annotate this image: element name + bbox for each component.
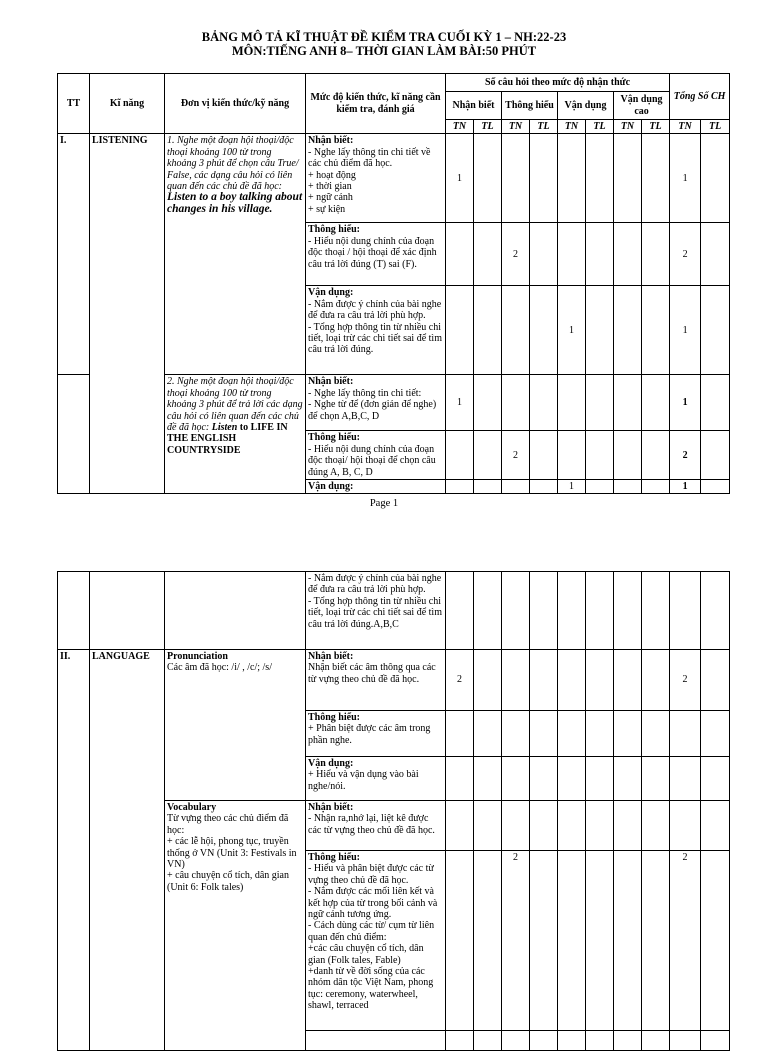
section-skill: LANGUAGE bbox=[90, 650, 165, 1051]
level-body: - Nghe lấy thông tin chi tiết: - Nghe từ để (đơn giản để nghe) để chọn A,B,C, D bbox=[308, 387, 437, 422]
header-tt: TT bbox=[58, 74, 90, 134]
level-cell bbox=[306, 650, 446, 711]
unit-bold-text: Listen to a boy talking about changes in his village. bbox=[167, 191, 303, 215]
level-cell bbox=[306, 286, 446, 375]
level-body: - Hiểu nội dung chính của đoạn độc thoại / hội thoại để xác định câu trả lời đúng (T) sai (F). bbox=[308, 235, 437, 270]
unit-title: Pronunciation bbox=[167, 651, 228, 662]
total-cell: 2 bbox=[670, 223, 701, 286]
level-title: Thông hiểu: bbox=[308, 852, 360, 863]
total-cell: 2 bbox=[670, 851, 701, 1031]
header-tn: TN bbox=[614, 120, 642, 134]
total-cell: 2 bbox=[670, 650, 701, 711]
spec-table-page2 bbox=[57, 571, 730, 1051]
header-tn: TN bbox=[446, 120, 474, 134]
count-cell: 2 bbox=[446, 650, 474, 711]
header-unit: Đơn vị kiến thức/kỹ năng bbox=[165, 74, 306, 134]
count-cell: 1 bbox=[446, 375, 474, 431]
header-nb: Nhận biết bbox=[446, 92, 502, 120]
level-title: Vận dụng: bbox=[308, 758, 354, 769]
unit-text: 1. Nghe một đoạn hội thoại/độc thoại khoảng 100 từ trong khoảng 3 phút để chọn câu True/ False, các dạng câu hỏi có liên quan đến các chủ đề đã học: bbox=[167, 135, 299, 193]
level-body: + Phân biệt được các âm trong phần nghe. bbox=[308, 723, 431, 746]
header-tn: TN bbox=[502, 120, 530, 134]
count-cell: 1 bbox=[558, 480, 586, 494]
total-cell: 1 bbox=[670, 134, 701, 223]
unit-cell bbox=[165, 650, 306, 801]
total-cell: 2 bbox=[670, 431, 701, 480]
level-body: - Hiểu và phân biệt được các từ vựng theo chủ đề đã học. - Nắm được các mối liên kết và kết hợp của từ trong bối cảnh và ngữ cảnh tương ứng. - Cách dùng các từ/ cụm từ liên quan đến chủ điểm: +các câu chuyện cổ tích, dân gian (Folk tales, Fable) +danh từ về đời sống của các nhóm dân tộc Việt Nam, phong tục: ceremony, waterwheel, shawl, terraced bbox=[308, 863, 438, 1012]
section-number: II. bbox=[58, 650, 90, 1051]
header-skill: Kĩ năng bbox=[90, 74, 165, 134]
table-row bbox=[58, 572, 730, 650]
level-title: Vận dụng: bbox=[306, 480, 446, 494]
table-row bbox=[58, 650, 730, 711]
level-cell bbox=[306, 801, 446, 851]
header-tl: TL bbox=[701, 120, 730, 134]
level-body: - Hiểu nội dung chính của đoạn độc thoại/ hội thoại để chọn câu đúng A, B, C, D bbox=[308, 443, 436, 478]
header-th: Thông hiểu bbox=[502, 92, 558, 120]
header-tl: TL bbox=[586, 120, 614, 134]
count-cell: 2 bbox=[502, 223, 530, 286]
header-tn: TN bbox=[670, 120, 701, 134]
header-vdc: Vận dụng cao bbox=[614, 92, 670, 120]
unit-cell bbox=[165, 375, 306, 494]
level-cell bbox=[306, 711, 446, 757]
unit-body: Từ vựng theo các chủ điểm đã học: + các lễ hội, phong tục, truyền thống ở VN (Unit 3: Festivals in VN) + câu chuyện cổ tích, dân gian (Unit 6: Folk tales) bbox=[167, 813, 297, 893]
count-cell: 1 bbox=[558, 286, 586, 375]
level-cell bbox=[306, 851, 446, 1031]
level-cell bbox=[306, 431, 446, 480]
level-title: Thông hiểu: bbox=[308, 224, 360, 236]
level-title: Thông hiểu: bbox=[308, 432, 360, 444]
total-cell: 1 bbox=[670, 375, 701, 431]
header-tl: TL bbox=[642, 120, 670, 134]
header-vd: Vận dụng bbox=[558, 92, 614, 120]
section-skill: LISTENING bbox=[90, 134, 165, 494]
level-title: Nhận biết: bbox=[308, 651, 354, 662]
level-body: - Nhận ra,nhớ lại, liệt kê được các từ vựng theo chủ đề đã học. bbox=[308, 813, 435, 836]
unit-text: 2. Nghe một đoạn hội thoại/độc thoại khoảng 100 từ trong khoảng 3 phút để trả lời các dạng câu hỏi có liên quan đến các chủ đề đã học: bbox=[167, 376, 303, 434]
total-cell: 1 bbox=[670, 286, 701, 375]
count-cell: 1 bbox=[446, 134, 474, 223]
level-title: Nhận biết: bbox=[308, 135, 354, 147]
level-body: + Hiểu và vận dụng vào bài nghe/nói. bbox=[308, 769, 419, 792]
document-title: BẢNG MÔ TẢ KĨ THUẬT ĐỀ KIỂM TRA CUỐI KỲ 1 – NH:22-23 bbox=[201, 30, 567, 44]
header-tl: TL bbox=[530, 120, 558, 134]
page-number: Page 1 bbox=[369, 498, 399, 509]
level-body: - Nắm được ý chính của bài nghe để đưa ra câu trả lời phù hợp. - Tổng hợp thông tin từ nhiều chi tiết, loại trừ các chi tiết sai để tìm câu trả lời đúng.A,B,C bbox=[306, 572, 446, 650]
document-subtitle: MÔN:TIẾNG ANH 8– THỜI GIAN LÀM BÀI:50 PHÚT bbox=[231, 44, 537, 58]
unit-bold-text: to LIFE IN THE ENGLISH COUNTRYSIDE bbox=[167, 422, 288, 456]
count-cell: 2 bbox=[502, 851, 530, 1031]
header-total: Tổng Số CH bbox=[670, 74, 730, 120]
level-body: Nhận biết các âm thông qua các từ vựng theo chủ đề đã học. bbox=[308, 662, 436, 685]
level-title: Nhận biết: bbox=[308, 376, 354, 388]
unit-cell bbox=[165, 134, 306, 375]
section-number: I. bbox=[58, 134, 90, 375]
level-cell bbox=[306, 134, 446, 223]
header-tl: TL bbox=[474, 120, 502, 134]
header-tn: TN bbox=[558, 120, 586, 134]
unit-body: Các âm đã học: /i/ , /c/; /s/ bbox=[167, 662, 272, 674]
level-body: - Nắm được ý chính của bài nghe để đưa ra câu trả lời phù hợp. - Tổng hợp thông tin từ nhiều chi tiết, loại trừ các chi tiết sai để tìm câu trả lời đúng. bbox=[308, 298, 442, 356]
level-body: - Nghe lấy thông tin chi tiết về các chủ điểm đã học. + hoạt động + thời gian + ngữ cảnh + sự kiện bbox=[308, 146, 431, 215]
unit-title: Vocabulary bbox=[167, 802, 217, 813]
level-title: Nhận biết: bbox=[308, 802, 354, 813]
header-count-group: Số câu hỏi theo mức độ nhận thức bbox=[446, 74, 670, 92]
unit-bold-text: Listen bbox=[211, 422, 238, 434]
header-level: Mức độ kiến thức, kĩ năng cần kiểm tra, đánh giá bbox=[306, 74, 446, 134]
spec-table-page1 bbox=[57, 73, 730, 494]
level-cell bbox=[306, 757, 446, 801]
level-title: Vận dụng: bbox=[308, 287, 354, 299]
unit-cell bbox=[165, 801, 306, 1051]
count-cell: 2 bbox=[502, 431, 530, 480]
table-row bbox=[58, 134, 730, 223]
level-cell bbox=[306, 223, 446, 286]
level-title: Thông hiểu: bbox=[308, 712, 360, 723]
level-cell bbox=[306, 375, 446, 431]
total-cell: 1 bbox=[670, 480, 701, 494]
